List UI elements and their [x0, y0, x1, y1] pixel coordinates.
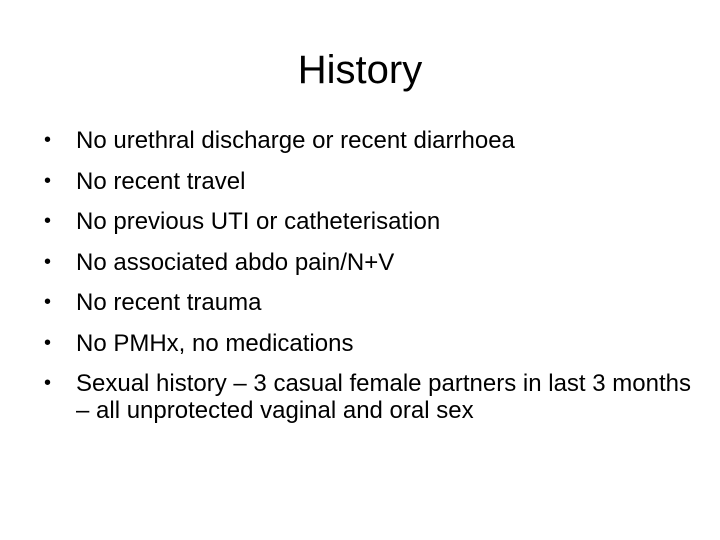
bullet-item: [44, 289, 694, 316]
bullet-icon: •: [44, 372, 52, 394]
bullet-icon: •: [44, 331, 52, 354]
bullet-item: [44, 370, 694, 424]
bullet-text: No previous UTI or catheterisation: [76, 208, 441, 235]
slide-title: History: [297, 48, 423, 92]
bullet-icon: •: [44, 250, 52, 273]
bullet-item: [44, 330, 694, 357]
bullet-item: [44, 249, 694, 276]
bullet-item: [44, 168, 694, 195]
bullet-icon: •: [44, 129, 52, 151]
bullet-item: [44, 208, 694, 235]
bullet-text: No recent trauma: [76, 289, 262, 316]
bullet-icon: •: [44, 291, 52, 313]
bullet-item: [44, 127, 694, 154]
bullet-icon: •: [44, 210, 52, 232]
bullet-icon: •: [44, 169, 52, 192]
bullet-text: No urethral discharge or recent diarrhoea: [76, 127, 515, 154]
bullet-text: No PMHx, no medications: [76, 329, 354, 357]
bullet-text: No recent travel: [76, 167, 246, 195]
bullet-text: Sexual history – 3 casual female partners in last 3 months – all unprotected vaginal and oral sex: [76, 370, 691, 424]
bullet-list: [44, 127, 694, 424]
bullet-text: No associated abdo pain/N+V: [76, 248, 395, 276]
